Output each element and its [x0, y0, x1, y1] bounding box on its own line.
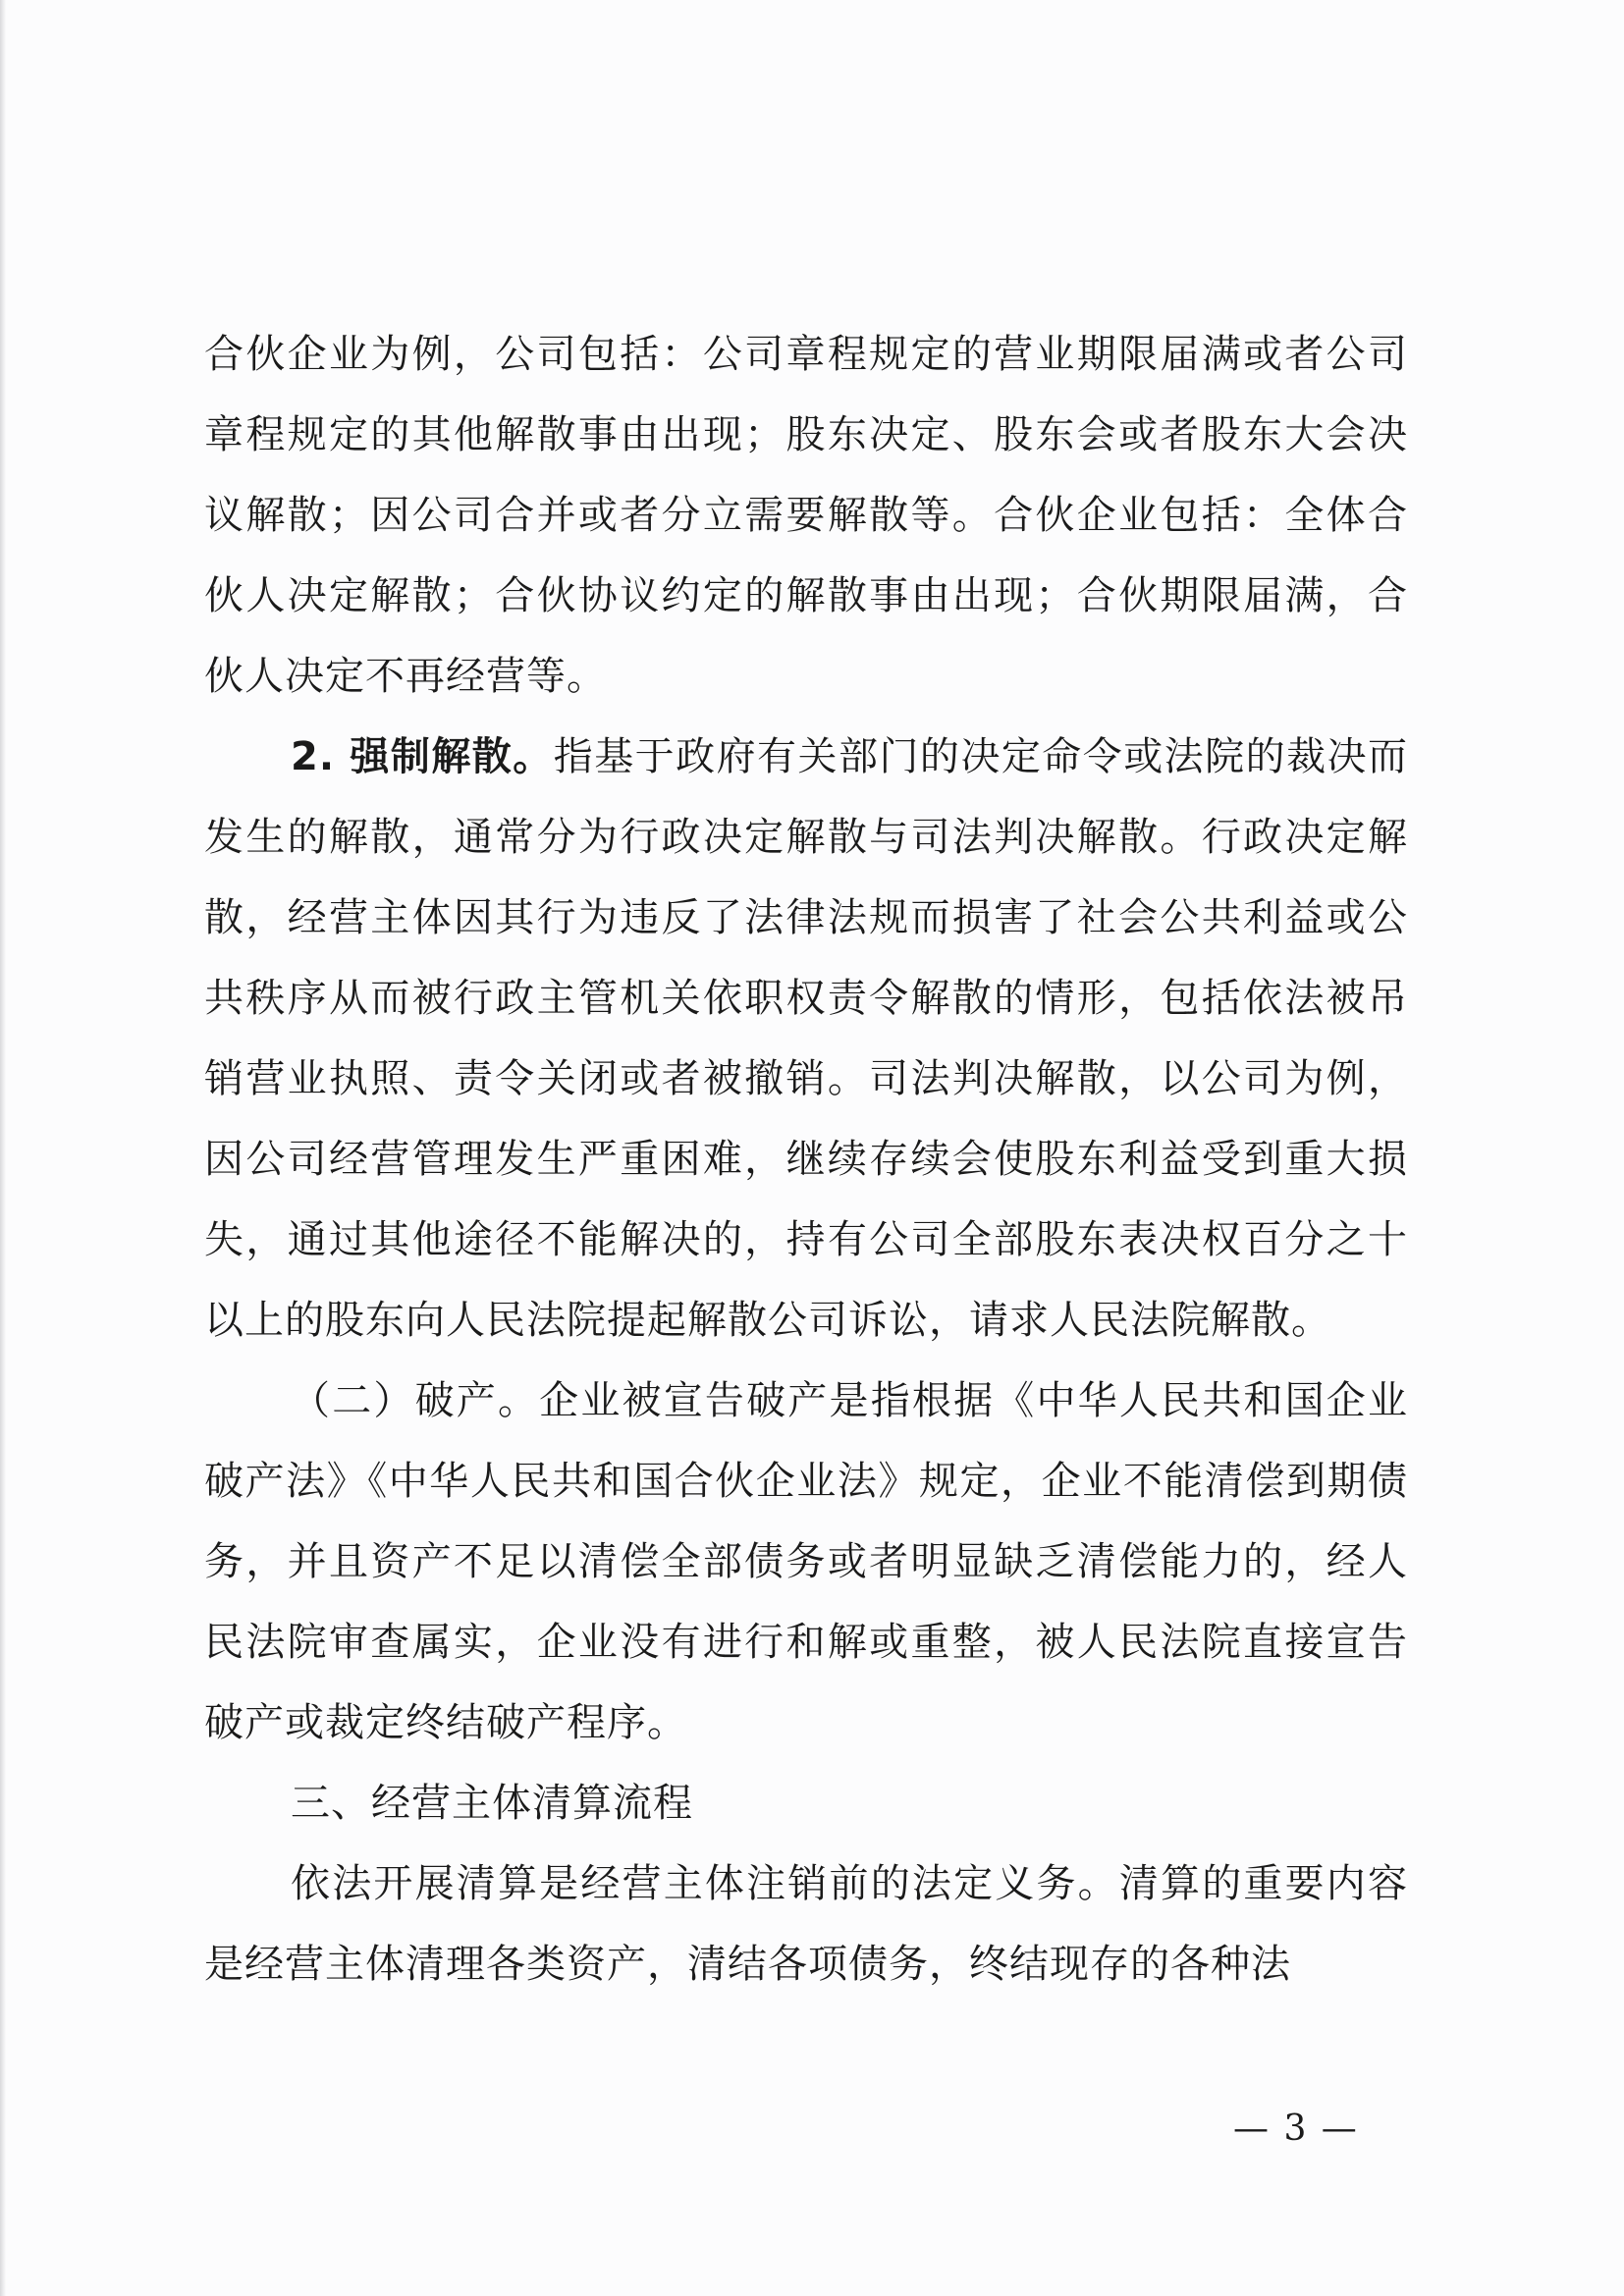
scan-edge: [0, 0, 6, 2296]
paragraph-bankruptcy: （二）破产。企业被宣告破产是指根据《中华人民共和国企业破产法》《中华人民共和国合伙企业法》规定，企业不能清偿到期债务，并且资产不足以清偿全部债务或者明显缺乏清偿能力的，经人民法院审查属实，企业没有进行和解或重整，被人民法院直接宣告破产或裁定终结破产程序。: [204, 1378, 1408, 1745]
paragraph-lead-bold: 2. 强制解散。: [291, 734, 554, 779]
page-number: — 3 —: [1233, 2109, 1359, 2149]
paragraph-body: 指基于政府有关部门的决定命令或法院的裁决而发生的解散，通常分为行政决定解散与司法判决解散。行政决定解散，经营主体因其行为违反了法律法规而损害了社会公共利益或公共秩序从而被行政主管机关依职权责令解散的情形，包括依法被吊销营业执照、责令关闭或者被撤销。司法判决解散，以公司为例，因公司经营管理发生严重困难，继续存续会使股东利益受到重大损失，通过其他途径不能解决的，持有公司全部股东表决权百分之十以上的股东向人民法院提起解散公司诉讼，请求人民法院解散。: [204, 734, 1409, 1343]
paragraph-liquidation: 依法开展清算是经营主体注销前的法定义务。清算的重要内容是经营主体清理各类资产，清结各项债务，终结现存的各种法: [204, 1861, 1408, 1987]
section-heading: 三、经营主体清算流程: [291, 1781, 693, 1826]
paragraph-continuation: 合伙企业为例，公司包括：公司章程规定的营业期限届满或者公司章程规定的其他解散事由出现；股东决定、股东会或者股东大会决议解散；因公司合并或者分立需要解散等。合伙企业包括：全体合伙人决定解散；合伙协议约定的解散事由出现；合伙期限届满，合伙人决定不再经营等。: [204, 332, 1408, 699]
body-text: [204, 314, 1408, 2004]
paragraph-forced-dissolution: [204, 717, 1408, 1361]
